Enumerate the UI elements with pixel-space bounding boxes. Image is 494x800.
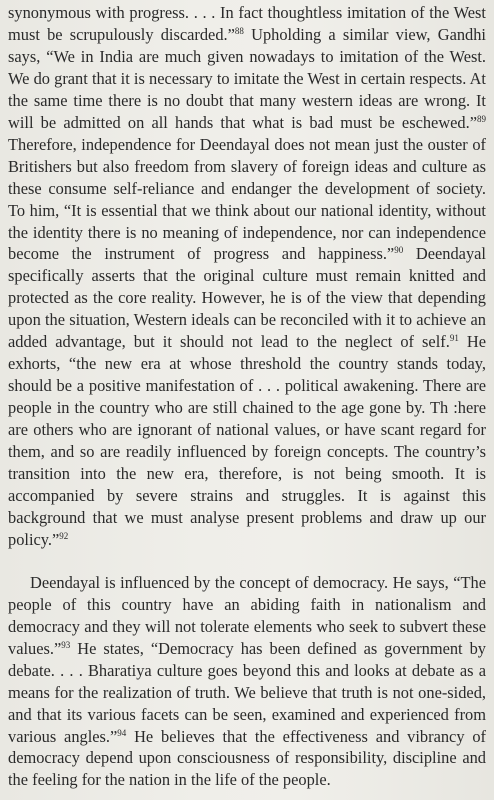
text-segment: Deendayal is influenced by the concept of democracy. He says, “The people of this country have an abiding faith in nationalism and democracy and they will not tolerate elements who seek to subvert these values.” — [8, 572, 486, 658]
footnote-ref-90: 90 — [394, 245, 404, 256]
text-segment: Therefore, independence for Deendayal does not mean just the ouster of Britishers but also freedom from slavery of foreign ideas and culture as these consume self-reliance and endanger the development of society. To him, “It is essential that we think about our national identity, without the identity there is no meaning of independence, nor can independence become the instrument of progress and happiness.” — [8, 134, 486, 264]
footnote-ref-89: 89 — [477, 113, 486, 124]
text-segment: He exhorts, “the new era at whose threshold the country stands today, should be a positive manifestation of . . . political awakening. There are people in the country who are still chained to the age gone by. Th :here are others who are ignorant of national values, or have scant regard for them, and so are readily influenced by foreign concepts. The country’s transition into the new era, therefore, is not being smooth. It is accompanied by severe strains and struggles. It is against this background that we must analyse present problems and draw up our policy.” — [8, 332, 486, 549]
text-segment: synonymous with progress. . . . In fact thoughtless imitation of the West must be scrupulously discarded.” — [8, 3, 486, 44]
text-segment: He believes that the effectiveness and vibrancy of democracy depend upon consciousness of responsibility, discipline and the feeling for the nation in the life of the people. — [8, 726, 486, 790]
footnote-ref-93: 93 — [61, 639, 71, 650]
footnote-ref-91: 91 — [449, 333, 459, 344]
text-segment: He states, “Democracy has been defined as government by debate. . . . Bharatiya culture goes beyond this and looks at debate as a means for the realization of truth. We believe that truth is not one-sided, and that its various facets can be seen, examined and experienced from various angles.” — [8, 638, 486, 746]
footnote-ref-88: 88 — [234, 25, 244, 36]
paragraph-1 — [8, 2, 486, 551]
footnote-ref-92: 92 — [59, 530, 69, 541]
text-segment: Deendayal specifically asserts that the original culture must remain knitted and protected as the core reality. However, he is of the view that depending upon the situation, Western ideals can be reconciled with it to achieve an added advantage, but it should not lead to the neglect of self. — [8, 244, 486, 352]
text-segment: Upholding a similar view, Gandhi says, “We in India are much given nowadays to imitation of the West. We do grant that it is necessary to imitate the West in certain respects. At the same time there is no doubt that many western ideas are wrong. It will be admitted on all hands that what is bad must be eschewed.” — [8, 24, 486, 132]
paragraph-2 — [8, 572, 486, 792]
footnote-ref-94: 94 — [117, 727, 127, 738]
